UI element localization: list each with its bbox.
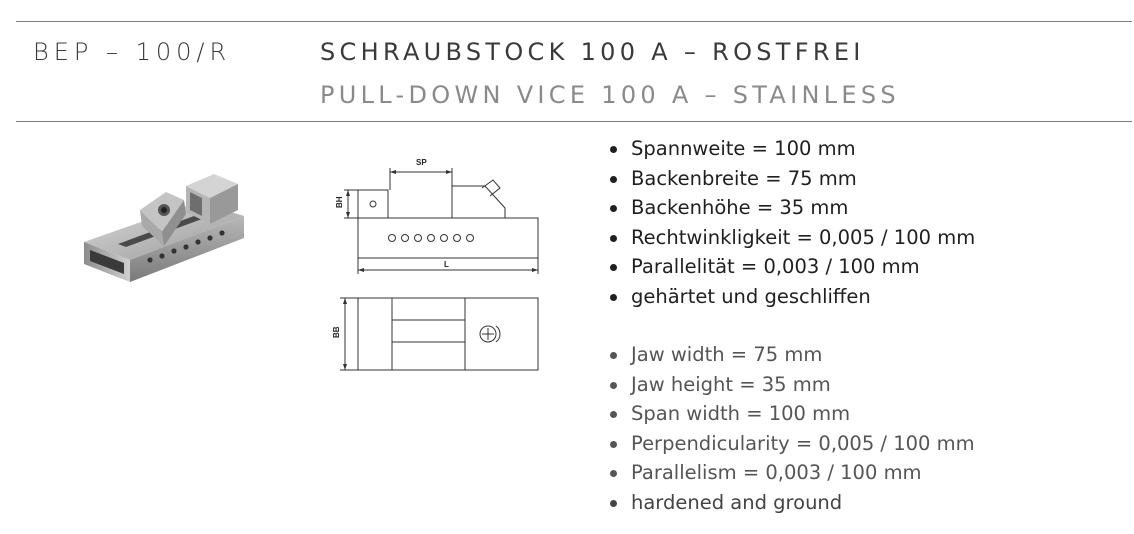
spec-item: Span width = 100 mm — [608, 399, 975, 429]
spec-item: Spannweite = 100 mm — [608, 134, 975, 164]
spec-item: Backenbreite = 75 mm — [608, 164, 975, 194]
technical-drawing — [330, 150, 545, 380]
dim-label-sp: SP — [416, 158, 427, 167]
spec-item: Jaw width = 75 mm — [608, 340, 975, 370]
spec-item: gehärtet und geschliffen — [608, 282, 975, 312]
product-title-de: SCHRAUBSTOCK 100 A – ROSTFREI — [320, 38, 865, 66]
spec-item: Rechtwinkligkeit = 0,005 / 100 mm — [608, 223, 975, 253]
product-code: BEP – 100/R — [33, 38, 232, 66]
dim-label-l: L — [444, 260, 449, 269]
dim-label-bh: BH — [335, 196, 344, 208]
top-divider — [16, 21, 1132, 22]
spec-item: Perpendicularity = 0,005 / 100 mm — [608, 429, 975, 459]
spec-item: Backenhöhe = 35 mm — [608, 193, 975, 223]
dim-label-bb: BB — [332, 326, 341, 338]
header-divider — [16, 121, 1132, 122]
spec-list-en — [608, 340, 975, 517]
product-title-en: PULL-DOWN VICE 100 A – STAINLESS — [320, 81, 900, 109]
spec-list-de — [608, 134, 975, 311]
spec-item: Jaw height = 35 mm — [608, 370, 975, 400]
spec-item: hardened and ground — [608, 488, 975, 518]
spec-item: Parallelism = 0,003 / 100 mm — [608, 458, 975, 488]
spec-item: Parallelität = 0,003 / 100 mm — [608, 252, 975, 282]
product-photo — [78, 170, 248, 300]
